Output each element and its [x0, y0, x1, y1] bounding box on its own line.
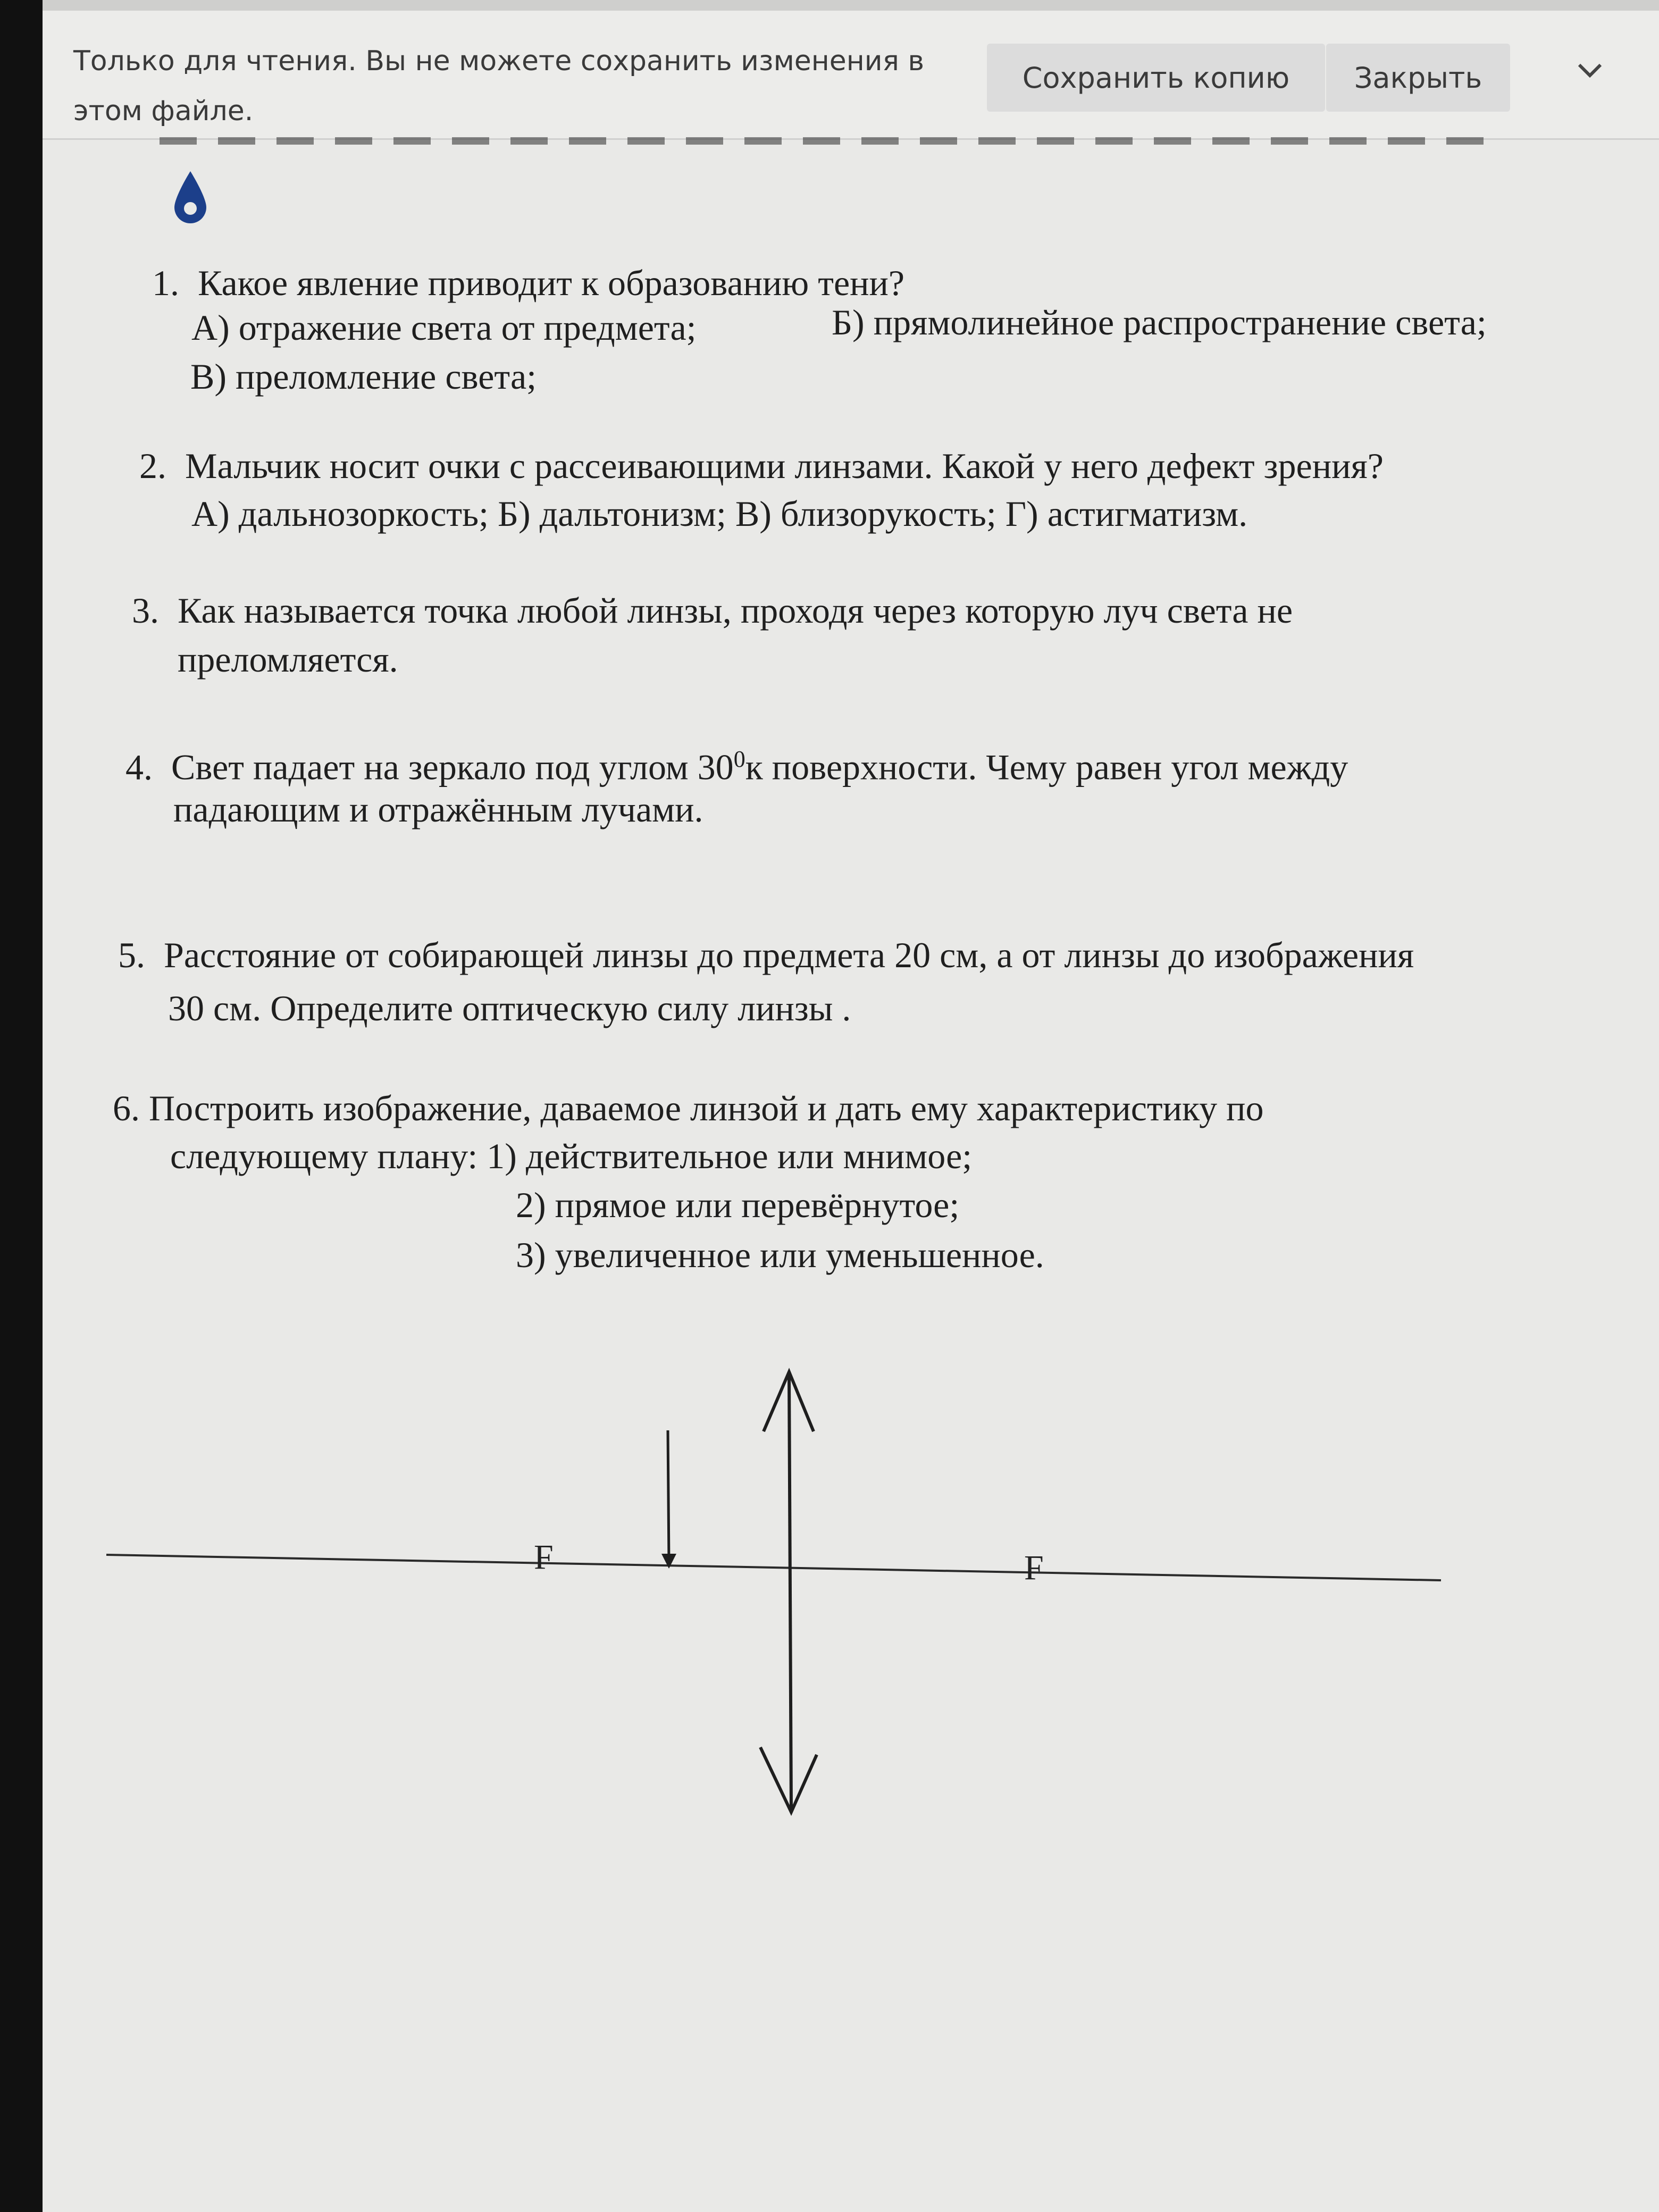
focus-left-label: F: [534, 1538, 554, 1577]
object-arrow-shaft: [668, 1430, 669, 1563]
question-6-line-2: следующему плану: 1) действительное или мнимое;: [170, 1136, 973, 1176]
question-3-line-2: преломляется.: [178, 639, 398, 680]
lens-line: [789, 1375, 791, 1810]
option-c: В) преломление света;: [190, 356, 537, 397]
optical-axis: [106, 1555, 1441, 1580]
question-6-line-4: 3) увеличенное или уменьшенное.: [516, 1235, 1044, 1275]
question-text: Какое явление приводит к образованию тени?: [198, 263, 905, 303]
focus-right-label: F: [1024, 1548, 1044, 1587]
question-text: Свет падает на зеркало под углом 30: [171, 747, 734, 787]
question-5-line-2: 30 см. Определите оптическую силу линзы .: [168, 988, 851, 1028]
save-copy-button[interactable]: Сохранить копию: [987, 44, 1325, 112]
degree-superscript: 0: [733, 746, 745, 772]
question-text: Как называется точка любой линзы, проходя через которую луч света не: [178, 590, 1293, 631]
question-number: 3.: [132, 590, 159, 631]
question-number: 5.: [118, 935, 145, 975]
question-number: 6.: [113, 1088, 140, 1128]
question-text: Построить изображение, даваемое линзой и дать ему характеристику по: [149, 1088, 1264, 1128]
question-number: 1.: [152, 263, 179, 303]
lens-bottom-arrowhead: [760, 1747, 817, 1812]
question-text: Мальчик носит очки с рассеивающими линзами. Какой у него дефект зрения?: [185, 446, 1384, 486]
option-b: Б) прямолинейное распространение света;: [832, 302, 1487, 342]
question-4-line-2: падающим и отражённым лучами.: [173, 789, 703, 830]
question-2-options: А) дальнозоркость; Б) дальтонизм; В) близорукость; Г) астигматизм.: [191, 493, 1248, 534]
option-a: А) отражение света от предмета;: [191, 307, 697, 348]
question-number: 4.: [125, 747, 153, 787]
close-button[interactable]: Закрыть: [1326, 44, 1510, 112]
question-number: 2.: [139, 446, 166, 486]
question-6-line-3: 2) прямое или перевёрнутое;: [516, 1185, 960, 1225]
question-text: Расстояние от собирающей линзы до предмета 20 см, а от линзы до изображения: [164, 935, 1414, 975]
notification-message: Только для чтения. Вы не можете сохранить изменения в этом файле.: [73, 45, 925, 127]
question-text-continued: к поверхности. Чему равен угол между: [745, 747, 1348, 787]
